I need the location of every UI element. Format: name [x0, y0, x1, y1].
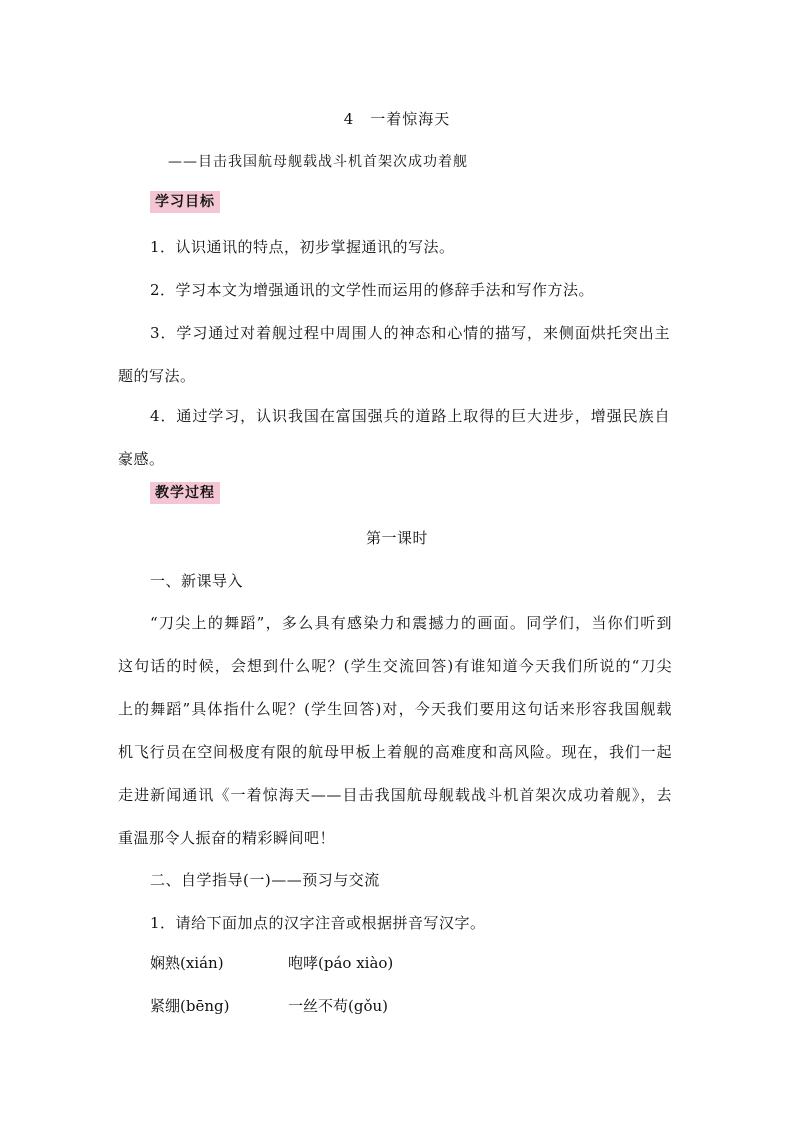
- goal-item-3-line-1: 3．学习通过对着舰过程中周围人的神态和心情的描写，来侧面烘托突出主: [150, 324, 670, 342]
- goal-item-3-line-2: 题的写法。: [118, 367, 196, 385]
- teaching-process-tag: 教学过程: [150, 482, 220, 504]
- intro-line-5: 走进新闻通讯《一着惊海天——目击我国航母舰载战斗机首架次成功着舰》，去: [118, 786, 672, 804]
- task-1-instruction: 1．请给下面加点的汉字注音或根据拼音写汉字。: [150, 914, 486, 932]
- section-heading-intro: 一、新课导入: [150, 572, 244, 590]
- lesson-period: 第一课时: [365, 529, 428, 547]
- vocab-item: 娴熟(xián): [150, 954, 224, 972]
- intro-line-2: 这句话的时候，会想到什么呢？(学生交流回答)有谁知道今天我们所说的“刀尖: [118, 657, 672, 675]
- lesson-subtitle: ——目击我国航母舰载战斗机首架次成功着舰: [168, 154, 468, 170]
- intro-line-3: 上的舞蹈”具体指什么呢？(学生回答)对，今天我们要用这句话来形容我国舰载: [118, 700, 672, 718]
- lesson-title: 4 一着惊海天: [343, 110, 451, 128]
- goal-item-4-line-1: 4．通过学习，认识我国在富国强兵的道路上取得的巨大进步，增强民族自: [150, 407, 670, 425]
- intro-line-1: “刀尖上的舞蹈”，多么具有感染力和震撼力的画面。同学们，当你们听到: [150, 614, 672, 632]
- intro-line-4: 机飞行员在空间极度有限的航母甲板上着舰的高难度和高风险。现在，我们一起: [118, 743, 672, 761]
- goal-item-2: 2．学习本文为增强通讯的文学性而运用的修辞手法和写作方法。: [150, 281, 595, 299]
- vocab-item: 一丝不苟(gǒu): [288, 997, 388, 1015]
- goal-item-4-line-2: 豪感。: [118, 450, 165, 468]
- vocab-item: 咆哮(páo xiào): [288, 954, 394, 972]
- goal-item-1: 1．认识通讯的特点，初步掌握通讯的写法。: [150, 238, 455, 256]
- section-heading-self-study: 二、自学指导(一)——预习与交流: [150, 871, 380, 889]
- vocab-item: 紧绷(bēng): [150, 997, 230, 1015]
- intro-line-6: 重温那令人振奋的精彩瞬间吧！: [118, 829, 336, 847]
- learning-goals-tag: 学习目标: [150, 191, 220, 213]
